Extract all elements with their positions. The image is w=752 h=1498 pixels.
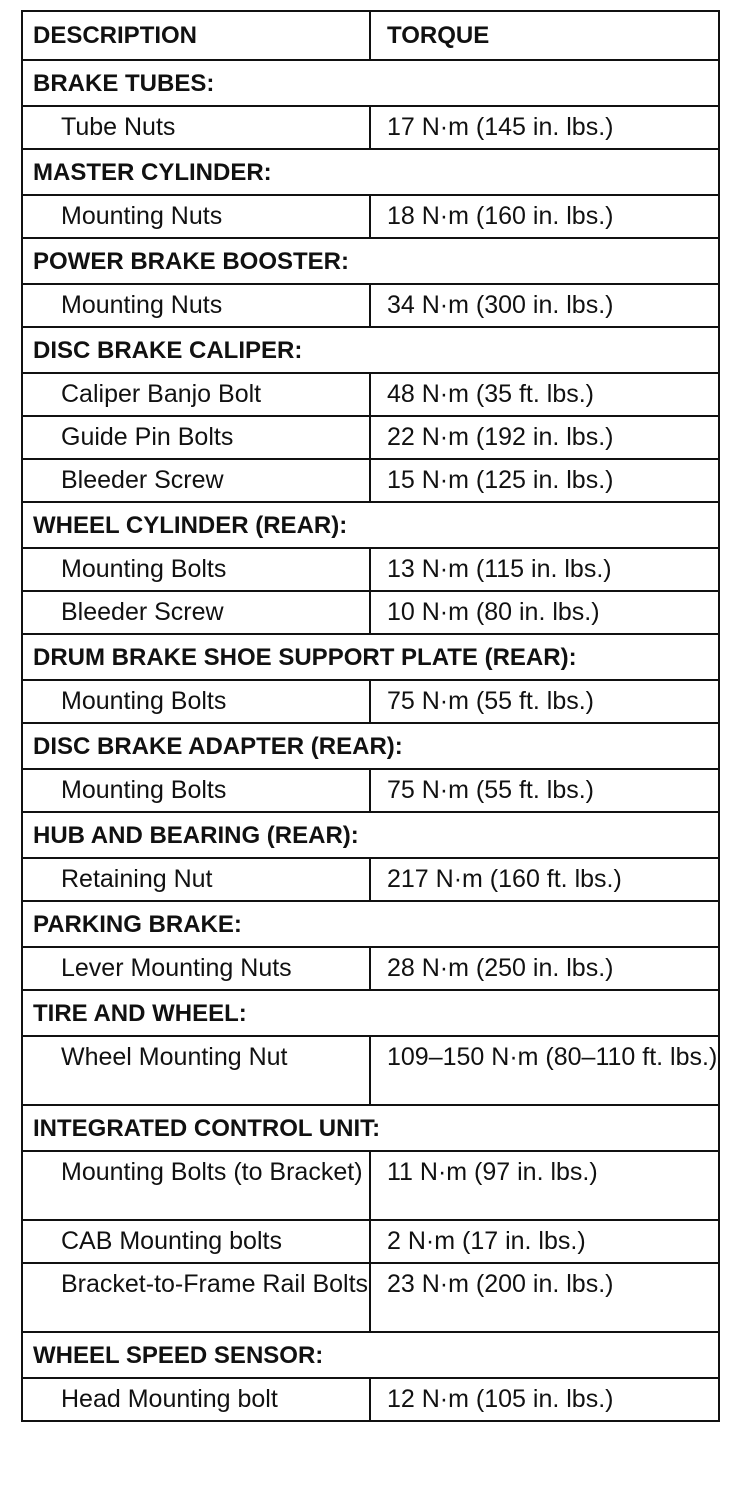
torque-value: 15 N·m (125 in. lbs.) — [370, 459, 719, 502]
table-row — [22, 373, 719, 416]
component-description — [22, 195, 370, 238]
component-description-text: Tube Nuts — [61, 113, 176, 141]
section-title: WHEEL SPEED SENSOR: — [22, 1332, 719, 1378]
section-row — [22, 812, 719, 858]
torque-value: 75 N·m (55 ft. lbs.) — [370, 769, 719, 812]
section-row — [22, 990, 719, 1036]
section-title: POWER BRAKE BOOSTER: — [22, 238, 719, 284]
component-description-text: Bleeder Screw — [61, 598, 224, 626]
component-description-text: Wheel Mounting Nut — [61, 1043, 288, 1071]
component-description — [22, 284, 370, 327]
section-title: HUB AND BEARING (REAR): — [22, 812, 719, 858]
torque-value: 22 N·m (192 in. lbs.) — [370, 416, 719, 459]
component-description-text: Mounting Bolts — [61, 687, 227, 715]
torque-value: 10 N·m (80 in. lbs.) — [370, 591, 719, 634]
table-row — [22, 1220, 719, 1263]
component-description — [22, 1036, 370, 1105]
component-description-text: Mounting Nuts — [61, 202, 223, 230]
section-row — [22, 1105, 719, 1151]
table-row — [22, 106, 719, 149]
section-row — [22, 723, 719, 769]
torque-value: 217 N·m (160 ft. lbs.) — [370, 858, 719, 901]
component-description — [22, 459, 370, 502]
table-row — [22, 680, 719, 723]
section-title: INTEGRATED CONTROL UNIT: — [22, 1105, 719, 1151]
torque-value: 18 N·m (160 in. lbs.) — [370, 195, 719, 238]
section-row — [22, 60, 719, 106]
section-title: DISC BRAKE ADAPTER (REAR): — [22, 723, 719, 769]
section-title: MASTER CYLINDER: — [22, 149, 719, 195]
section-title: DRUM BRAKE SHOE SUPPORT PLATE (REAR): — [22, 634, 719, 680]
component-description-text: Caliper Banjo Bolt — [61, 380, 262, 408]
component-description-text: Mounting Nuts — [61, 291, 223, 319]
torque-value: 17 N·m (145 in. lbs.) — [370, 106, 719, 149]
torque-column-header: TORQUE — [370, 11, 719, 60]
section-row — [22, 502, 719, 548]
table-row — [22, 947, 719, 990]
component-description — [22, 858, 370, 901]
torque-value: 23 N·m (200 in. lbs.) — [370, 1263, 719, 1332]
table-header-row — [22, 11, 719, 60]
component-description — [22, 1151, 370, 1220]
component-description — [22, 106, 370, 149]
section-title: PARKING BRAKE: — [22, 901, 719, 947]
component-description — [22, 947, 370, 990]
component-description-text: Bracket-to-Frame Rail Bolts — [61, 1270, 369, 1298]
table-row — [22, 769, 719, 812]
component-description-text: Retaining Nut — [61, 865, 213, 893]
section-title: DISC BRAKE CALIPER: — [22, 327, 719, 373]
component-description-text: Mounting Bolts (to Bracket) — [61, 1158, 363, 1186]
table-row — [22, 284, 719, 327]
component-description — [22, 1263, 370, 1332]
description-column-header: DESCRIPTION — [22, 11, 370, 60]
component-description — [22, 1220, 370, 1263]
table-row — [22, 1036, 719, 1105]
component-description — [22, 416, 370, 459]
section-row — [22, 634, 719, 680]
table-row — [22, 1151, 719, 1220]
torque-value: 75 N·m (55 ft. lbs.) — [370, 680, 719, 723]
section-title: TIRE AND WHEEL: — [22, 990, 719, 1036]
torque-value: 34 N·m (300 in. lbs.) — [370, 284, 719, 327]
component-description — [22, 373, 370, 416]
torque-value: 109–150 N·m (80–110 ft. lbs.) — [370, 1036, 719, 1105]
torque-value: 48 N·m (35 ft. lbs.) — [370, 373, 719, 416]
section-title: WHEEL CYLINDER (REAR): — [22, 502, 719, 548]
component-description — [22, 591, 370, 634]
torque-value: 13 N·m (115 in. lbs.) — [370, 548, 719, 591]
table-row — [22, 591, 719, 634]
section-row — [22, 149, 719, 195]
section-title: BRAKE TUBES: — [22, 60, 719, 106]
torque-value: 2 N·m (17 in. lbs.) — [370, 1220, 719, 1263]
component-description-text: Guide Pin Bolts — [61, 423, 234, 451]
section-row — [22, 327, 719, 373]
component-description — [22, 680, 370, 723]
torque-value: 11 N·m (97 in. lbs.) — [370, 1151, 719, 1220]
component-description-text: Mounting Bolts — [61, 555, 227, 583]
table-row — [22, 459, 719, 502]
component-description-text: Head Mounting bolt — [61, 1385, 278, 1413]
torque-value: 12 N·m (105 in. lbs.) — [370, 1378, 719, 1421]
table-row — [22, 195, 719, 238]
section-row — [22, 901, 719, 947]
torque-value: 28 N·m (250 in. lbs.) — [370, 947, 719, 990]
component-description — [22, 548, 370, 591]
table-row — [22, 858, 719, 901]
component-description — [22, 1378, 370, 1421]
component-description-text: Mounting Bolts — [61, 776, 227, 804]
table-row — [22, 548, 719, 591]
component-description-text: Bleeder Screw — [61, 466, 224, 494]
table-body — [22, 60, 719, 1421]
component-description — [22, 769, 370, 812]
table-row — [22, 416, 719, 459]
component-description-text: Lever Mounting Nuts — [61, 954, 292, 982]
section-row — [22, 238, 719, 284]
component-description-text: CAB Mounting bolts — [61, 1227, 282, 1255]
table-row — [22, 1263, 719, 1332]
section-row — [22, 1332, 719, 1378]
torque-spec-table — [21, 10, 720, 1422]
table-row — [22, 1378, 719, 1421]
